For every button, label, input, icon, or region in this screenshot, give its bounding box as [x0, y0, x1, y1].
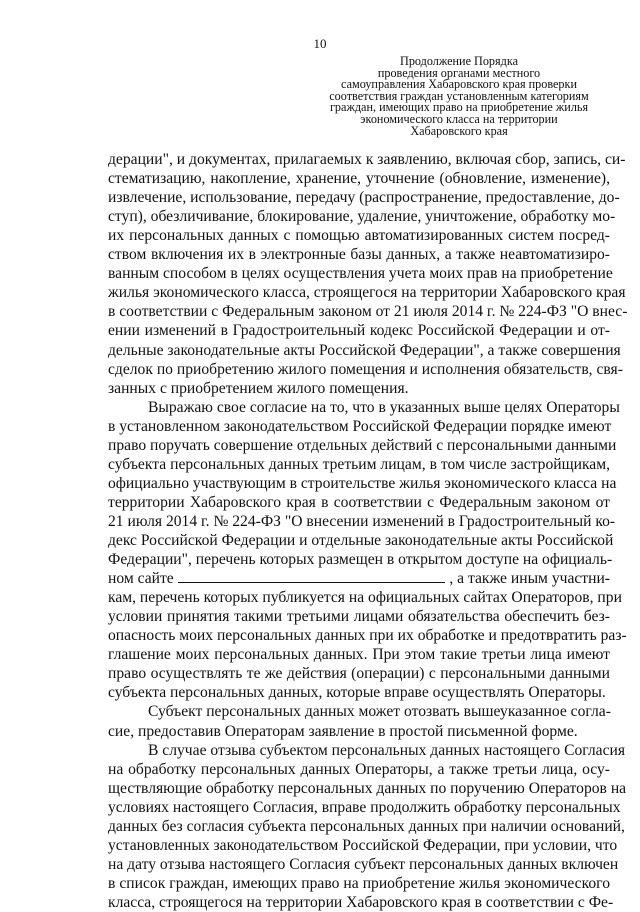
body-line: право осуществлять те же действия (операции) с персональными данными [108, 665, 610, 683]
body-line: на обработку персональных данных Операторы, а также третьи лица, осу- [108, 760, 610, 778]
body-line: В случае отзыва субъектом персональных данных настоящего Согласия [148, 741, 626, 759]
body-line: ществляющие обработку персональных данных по поручению Операторов на [108, 779, 627, 797]
body-line: декс Российской Федерации и отдельные законодательные акты Российской [108, 532, 614, 549]
header-line: Хабаровского края [410, 123, 508, 138]
body-line: занных с приобретением жилого помещения. [108, 379, 409, 397]
body-line: жилья экономического класса, строящегося на территории Хабаровского края [108, 284, 626, 302]
body-line: опасность моих персональных данных при их обработке и предотвратить раз- [108, 627, 627, 645]
body-line: их персональных данных с помощью автоматизированных систем посред- [108, 227, 610, 245]
body-line: Федерации", перечень которых размещен в открытом доступе на официаль- [108, 551, 613, 569]
body-line: на дату отзыва настоящего Согласия субъект персональных данных включен [108, 855, 619, 873]
body-line: сие, предоставив Операторам заявление в простой письменной форме. [108, 722, 578, 740]
document-header [318, 56, 600, 137]
body-line: условии принятия такими третьими лицами обязательства обеспечить без- [108, 608, 610, 626]
body-line: в установленном законодательством Российской Федерации порядке имеют [108, 417, 612, 435]
body-line: класса, строящегося на территории Хабаровского края в соответствии с Фе- [108, 893, 614, 911]
body-line: глашение моих персональных данных. При этом такие третьи лица имеют [108, 646, 610, 664]
body-line: дерации", и документах, прилагаемых к заявлению, включая сбор, запись, си- [108, 151, 626, 168]
body-line: в список граждан, имеющих право на приобретение жилья экономического [108, 874, 610, 892]
body-line: дельные законодательные акты Российской Федерации", а также совершения [108, 341, 621, 359]
header-line: самоуправления Хабаровского края проверки [341, 77, 577, 92]
body-line: Субъект персональных данных может отозвать вышеуказанное согла- [148, 703, 611, 721]
blank-field-line [178, 569, 446, 583]
body-line: официально участвующим в строительстве жилья экономического класса на [108, 474, 617, 492]
body-line: сделок по приобретению жилого помещения и исполнения обязательств, свя- [108, 360, 623, 378]
body-line: кам, перечень которых публикуется на официальных сайтах Операторов, при [108, 589, 622, 607]
body-line [108, 569, 610, 588]
body-line: ении изменений в Градостроительный кодекс Российской Федерации и от- [108, 322, 610, 340]
header-line: граждан, имеющих право на приобретение жилья [329, 100, 589, 115]
header-line: экономического класса на территории [360, 111, 558, 126]
body-line: ванным способом в целях осуществления учета моих прав на приобретение [108, 265, 613, 283]
body-line: ством включения их в электронные базы данных, а также неавтоматизиро- [108, 246, 610, 264]
body-line-text: ном сайте [108, 570, 174, 588]
header-line: проведения органами местного [377, 65, 541, 80]
body-line: ступ), обезличивание, блокирование, удаление, уничтожение, обработку мо- [108, 208, 616, 226]
body-line: субъекта персональных данных третьим лицам, в том числе застройщикам, [108, 455, 610, 473]
body-line: право поручать совершение отдельных действий с персональными данными [108, 436, 617, 454]
body-line: условиях настоящего Согласия, вправе продолжить обработку персональных [108, 798, 621, 816]
body-line: субъекта персональных данных, которые вправе осуществлять Операторы. [108, 684, 606, 702]
body-line: стематизацию, накопление, хранение, уточнение (обновление, изменение), [108, 170, 610, 188]
body-line: территории Хабаровского края в соответствии с Федеральным законом от [108, 493, 610, 511]
body-line: извлечение, использование, передачу (распространение, предоставление, до- [108, 189, 620, 207]
header-line: соответствия граждан установленным категориям [329, 88, 589, 103]
page-number: 10 [313, 36, 327, 51]
body-line: 21 июля 2014 г. № 224-ФЗ "О внесении изменений в Градостроительный ко- [108, 512, 616, 530]
body-line: Выражаю свое согласие на то, что в указанных выше целях Операторы [148, 398, 620, 416]
body-line: данных без согласия субъекта персональных данных при наличии оснований, [108, 817, 625, 835]
body-line: в соответствии с Федеральным законом от 21 июля 2014 г. № 224-ФЗ "О внес- [108, 303, 628, 321]
header-line: Продолжение Порядка [400, 54, 518, 68]
body-line-text: , а также иным участни- [449, 570, 610, 588]
body-line: установленных законодательством Российской Федерации, при условии, что [108, 836, 618, 854]
